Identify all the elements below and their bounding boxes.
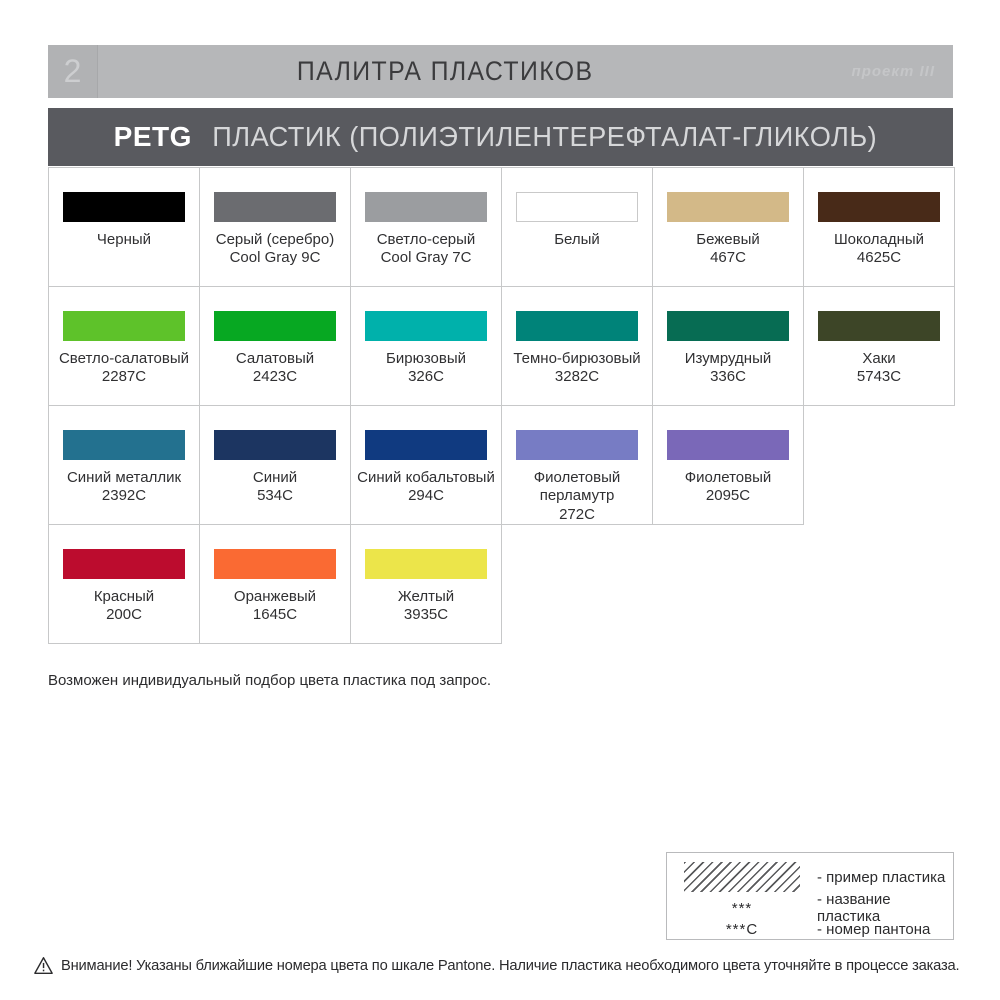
plastic-name: Хаки bbox=[862, 350, 896, 367]
pantone-code: 294C bbox=[408, 487, 444, 505]
plastic-name: Светло-салатовый bbox=[58, 350, 190, 367]
palette-cell bbox=[501, 286, 653, 406]
palette-cell bbox=[803, 167, 955, 287]
warning-triangle-icon bbox=[33, 956, 54, 975]
material-name: PETG bbox=[113, 121, 192, 152]
palette-cell bbox=[199, 524, 351, 644]
palette-cell bbox=[652, 405, 804, 525]
pantone-code: 200C bbox=[106, 606, 142, 624]
color-swatch bbox=[214, 192, 336, 222]
pantone-code: Cool Gray 7C bbox=[380, 249, 472, 267]
plastic-name: Изумрудный bbox=[684, 350, 772, 367]
color-swatch bbox=[667, 192, 789, 222]
plastic-name: Черный bbox=[96, 231, 152, 248]
legend-code-label: - номер пантона bbox=[817, 920, 931, 938]
plastic-name: Шоколадный bbox=[833, 231, 925, 248]
pantone-code: 272C bbox=[559, 505, 595, 523]
plastic-name: Светло-серый bbox=[376, 231, 476, 248]
color-swatch bbox=[63, 430, 185, 460]
palette-cell bbox=[350, 167, 502, 287]
legend-sample-cell bbox=[667, 862, 817, 892]
pantone-code: 2423C bbox=[252, 368, 298, 386]
palette-cell bbox=[199, 167, 351, 287]
pantone-code: 2392C bbox=[101, 487, 147, 505]
color-swatch bbox=[63, 192, 185, 222]
pantone-code: 534C bbox=[257, 487, 293, 505]
palette-cell bbox=[48, 286, 200, 406]
color-swatch bbox=[667, 311, 789, 341]
sample-hatch-swatch bbox=[684, 862, 800, 892]
legend-sample-label: - пример пластика bbox=[817, 868, 946, 886]
pantone-code: 1645C bbox=[252, 606, 298, 624]
legend-code-placeholder: ***C bbox=[725, 920, 759, 938]
color-swatch bbox=[214, 549, 336, 579]
company-logo: проект III bbox=[851, 63, 935, 80]
pantone-code: 3282C bbox=[554, 368, 600, 386]
palette-cell bbox=[350, 405, 502, 525]
palette-cell bbox=[652, 286, 804, 406]
page-header-bar bbox=[48, 45, 953, 98]
palette-row bbox=[48, 286, 955, 406]
pantone-code: 4625C bbox=[856, 249, 902, 267]
color-swatch bbox=[516, 192, 638, 222]
pantone-code: 2287C bbox=[101, 368, 147, 386]
warning-row bbox=[33, 956, 983, 975]
pantone-code: 5743C bbox=[856, 368, 902, 386]
section-subtitle: ПЛАСТИК (ПОЛИЭТИЛЕНТЕРЕФТАЛАТ-ГЛИКОЛЬ) bbox=[212, 121, 878, 152]
custom-color-note: Возможен индивидуальный подбор цвета пластика под запрос. bbox=[48, 672, 492, 689]
plastic-name: Синий кобальтовый bbox=[357, 469, 495, 486]
plastic-name: Серый (серебро) bbox=[215, 231, 335, 248]
palette-cell bbox=[48, 167, 200, 287]
plastic-name: Салатовый bbox=[235, 350, 315, 367]
plastic-name: Бежевый bbox=[696, 231, 760, 248]
pantone-code: 467C bbox=[710, 249, 746, 267]
plastic-name: Фиолетовый перламутр bbox=[533, 469, 621, 505]
color-swatch bbox=[214, 430, 336, 460]
color-swatch bbox=[818, 192, 940, 222]
palette-cell bbox=[501, 405, 653, 525]
palette-cell bbox=[803, 286, 955, 406]
page-title: ПАЛИТРА ПЛАСТИКОВ bbox=[297, 56, 594, 86]
color-swatch bbox=[214, 311, 336, 341]
plastic-name: Желтый bbox=[397, 588, 455, 605]
pantone-code: Cool Gray 9C bbox=[229, 249, 321, 267]
color-swatch bbox=[63, 311, 185, 341]
plastic-name: Бирюзовый bbox=[386, 350, 466, 367]
pantone-code: 336C bbox=[710, 368, 746, 386]
color-swatch bbox=[365, 192, 487, 222]
legend-name-placeholder: *** bbox=[731, 899, 753, 917]
palette-cell bbox=[199, 405, 351, 525]
plastic-name: Темно-бирюзовый bbox=[513, 350, 641, 367]
palette-row bbox=[48, 167, 955, 287]
pantone-code: 3935C bbox=[403, 606, 449, 624]
palette-cell bbox=[350, 524, 502, 644]
plastic-name: Красный bbox=[93, 588, 155, 605]
palette-cell bbox=[48, 405, 200, 525]
plastic-name: Белый bbox=[554, 231, 600, 248]
warning-text: Внимание! Указаны ближайшие номера цвета по шкале Pantone. Наличие пластика необходимого цвета уточняйте в процессе заказа. bbox=[61, 957, 960, 974]
color-swatch bbox=[365, 311, 487, 341]
palette-cell bbox=[48, 524, 200, 644]
plastic-name: Синий bbox=[252, 469, 298, 486]
legend-box bbox=[666, 852, 954, 940]
palette-row bbox=[48, 405, 955, 525]
palette-grid bbox=[48, 167, 955, 644]
legend-name-label: - название пластика bbox=[817, 891, 891, 925]
logo-zone bbox=[793, 45, 953, 98]
color-swatch bbox=[516, 311, 638, 341]
plastic-name: Фиолетовый bbox=[684, 469, 772, 486]
color-swatch bbox=[365, 430, 487, 460]
page-number: 2 bbox=[48, 45, 98, 98]
palette-cell bbox=[199, 286, 351, 406]
color-swatch bbox=[63, 549, 185, 579]
title-zone bbox=[98, 45, 793, 98]
color-swatch bbox=[667, 430, 789, 460]
palette-cell bbox=[501, 167, 653, 287]
color-swatch bbox=[516, 430, 638, 460]
color-swatch bbox=[365, 549, 487, 579]
palette-row bbox=[48, 524, 955, 644]
palette-cell bbox=[350, 286, 502, 406]
pantone-code: 2095C bbox=[705, 487, 751, 505]
pantone-code: 326C bbox=[408, 368, 444, 386]
color-swatch bbox=[818, 311, 940, 341]
palette-cell bbox=[652, 167, 804, 287]
section-header bbox=[48, 108, 953, 166]
plastic-name: Оранжевый bbox=[233, 588, 317, 605]
plastic-name: Синий металлик bbox=[66, 469, 182, 486]
